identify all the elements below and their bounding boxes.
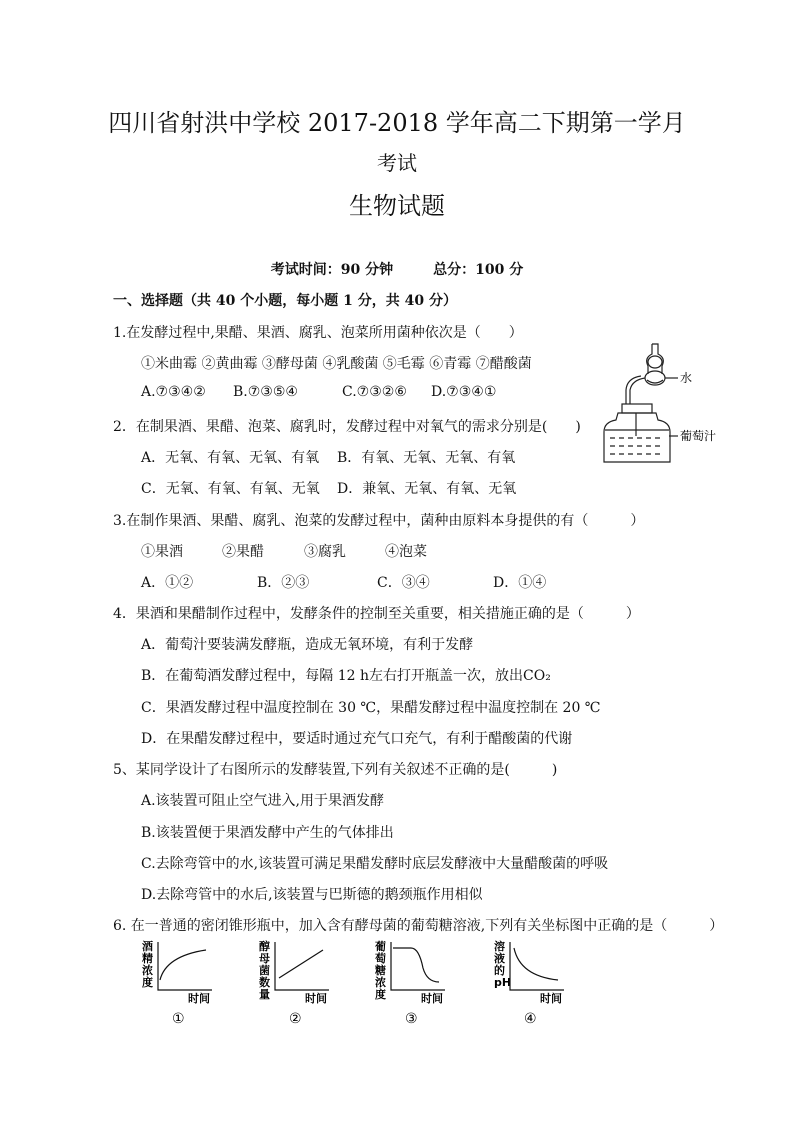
q6-graph-4-number: ④	[524, 1011, 537, 1027]
q6-graph-4-ylabel-char: 的	[494, 964, 505, 977]
q4-option-d: D．在果醋发酵过程中，要适时通过充气口充气，有利于醋酸菌的代谢	[141, 731, 573, 747]
q6-graph-2-curve	[279, 950, 323, 978]
q6-graph-2-ylabel-char: 量	[259, 988, 270, 1001]
q4-stem: 4．果酒和果醋制作过程中，发酵条件的控制至关重要，相关措施正确的是（ ）	[113, 606, 640, 622]
q6-graph-1-ylabel-char: 度	[142, 976, 153, 989]
q3-item-3: ③腐乳	[304, 544, 346, 560]
q6-graph-4-curve	[514, 948, 558, 980]
q6-graph-2-ylabel-char: 醇	[259, 940, 270, 953]
q6-graph-2-xlabel: 时间	[305, 992, 327, 1005]
q3-stem: 3.在制作果酒、果醋、腐乳、泡菜的发酵过程中，菌种由原料本身提供的有（ ）	[113, 513, 645, 529]
q6-graph-1-number: ①	[172, 1011, 185, 1027]
title-line-2: 考试	[377, 151, 417, 175]
q6-graph-4-ylabel-char: 溶	[494, 940, 505, 953]
q1-items: ①米曲霉 ②黄曲霉 ③酵母菌 ④乳酸菌 ⑤毛霉 ⑥青霉 ⑦醋酸菌	[141, 356, 532, 372]
title-subject: 生物试题	[349, 192, 445, 220]
q6-graph-2-axes	[275, 942, 329, 990]
q5-option-d: D.去除弯管中的水后,该装置与巴斯德的鹅颈瓶作用相似	[141, 887, 483, 903]
q6-graph-3-ylabel-char: 葡	[375, 940, 386, 953]
q1-stem: 1.在发酵过程中,果醋、果酒、腐乳、泡菜所用菌种依次是（ ）	[113, 325, 523, 341]
q1-option-b: B.⑦③⑤④	[233, 384, 298, 400]
q3-item-2: ②果醋	[222, 544, 264, 560]
exam-meta	[0, 259, 794, 279]
q6-graph-3-number: ③	[405, 1011, 418, 1027]
q6-graph-3-ylabel-char: 浓	[375, 976, 386, 989]
q2-stem: 2．在制果酒、果醋、泡菜、腐乳时，发酵过程中对氧气的需求分别是( )	[113, 419, 581, 435]
q6-graph-3-ylabel-char: 萄	[375, 952, 386, 965]
q6-graph-3-ylabel-char: 度	[375, 988, 386, 1001]
q6-graph-4	[492, 938, 592, 1028]
q5-option-a: A.该装置可阻止空气进入,用于果酒发酵	[141, 793, 385, 809]
q6-graph-4-axes	[510, 942, 564, 990]
q6-graph-1-ylabel-char: 浓	[142, 964, 153, 977]
q3-option-b: B．②③	[257, 575, 310, 591]
apparatus-label-juice: 葡萄汁	[680, 429, 717, 443]
q5-option-c: C.去除弯管中的水,该装置可满足果醋发酵时底层发酵液中大量醋酸菌的呼吸	[141, 856, 609, 872]
q3-item-1: ①果酒	[141, 544, 183, 560]
q6-graph-3-ylabel-char: 糖	[375, 964, 386, 977]
q4-option-a: A．葡萄汁要装满发酵瓶，造成无氧环境，有利于发酵	[141, 637, 474, 653]
q6-graph-2-ylabel-char: 数	[259, 976, 270, 989]
q2-option-b: B．有氧、无氧、无氧、有氧	[337, 450, 516, 466]
q2-option-d: D．兼氧、无氧、有氧、无氧	[337, 481, 517, 497]
q6-graph-4-xlabel: 时间	[540, 992, 562, 1005]
section-heading: 一、选择题（共 40 个小题，每小题 1 分，共 40 分）	[113, 293, 457, 309]
q6-graph-3-axes	[391, 942, 445, 990]
q6-graph-2	[257, 938, 357, 1028]
q6-graph-1-ylabel-char: 精	[142, 952, 153, 965]
q6-graph-1-xlabel: 时间	[188, 992, 210, 1005]
q5-stem: 5、某同学设计了右图所示的发酵装置,下列有关叙述不正确的是( )	[113, 762, 558, 778]
exam-time: 考试时间：90 分钟	[270, 262, 394, 278]
q6-stem: 6. 在一普通的密闭锥形瓶中，加入含有酵母菌的葡萄糖溶液,下列有关坐标图中正确的是（ ）	[113, 918, 724, 934]
q1-option-c: C.⑦③②⑥	[342, 384, 407, 400]
q1-option-d: D.⑦③④①	[431, 384, 497, 400]
q2-option-c: C．无氧、有氧、有氧、无氧	[141, 481, 320, 497]
fermentation-apparatus-figure	[600, 340, 717, 465]
q6-graph-4-ylabel-char: pH	[494, 976, 512, 989]
q6-graph-1-axes	[158, 942, 212, 990]
q6-graph-3-xlabel: 时间	[421, 992, 443, 1005]
q6-graph-3-curve	[393, 948, 439, 982]
q6-graph-2-ylabel-char: 菌	[259, 964, 270, 977]
q5-option-b: B.该装置便于果酒发酵中产生的气体排出	[141, 825, 394, 841]
title-line-1: 四川省射洪中学校 2017-2018 学年高二下期第一学月	[108, 109, 686, 137]
q6-graph-4-ylabel-char: 液	[494, 952, 505, 965]
q4-option-b: B．在葡萄酒发酵过程中，每隔 12 h左右打开瓶盖一次，放出CO₂	[141, 668, 551, 684]
q6-graph-2-ylabel-char: 母	[259, 952, 270, 965]
total-score: 总分：100 分	[433, 262, 524, 278]
q3-option-a: A．①②	[141, 575, 194, 591]
q6-graph-1-curve	[160, 950, 206, 980]
q6-graph-3	[373, 938, 473, 1028]
q2-option-a: A．无氧、有氧、无氧、有氧	[141, 450, 320, 466]
q3-item-4: ④泡菜	[385, 544, 427, 560]
q6-graph-1	[140, 938, 240, 1028]
q4-option-c: C．果酒发酵过程中温度控制在 30 ℃，果醋发酵过程中温度控制在 20 ℃	[141, 700, 601, 716]
apparatus-label-water: 水	[680, 371, 693, 385]
q3-option-c: C．③④	[377, 575, 430, 591]
q6-graph-2-number: ②	[289, 1011, 302, 1027]
q1-option-a: A.⑦③④②	[141, 384, 206, 400]
q6-graph-1-ylabel-char: 酒	[142, 940, 153, 953]
q3-option-d: D．①④	[493, 575, 547, 591]
